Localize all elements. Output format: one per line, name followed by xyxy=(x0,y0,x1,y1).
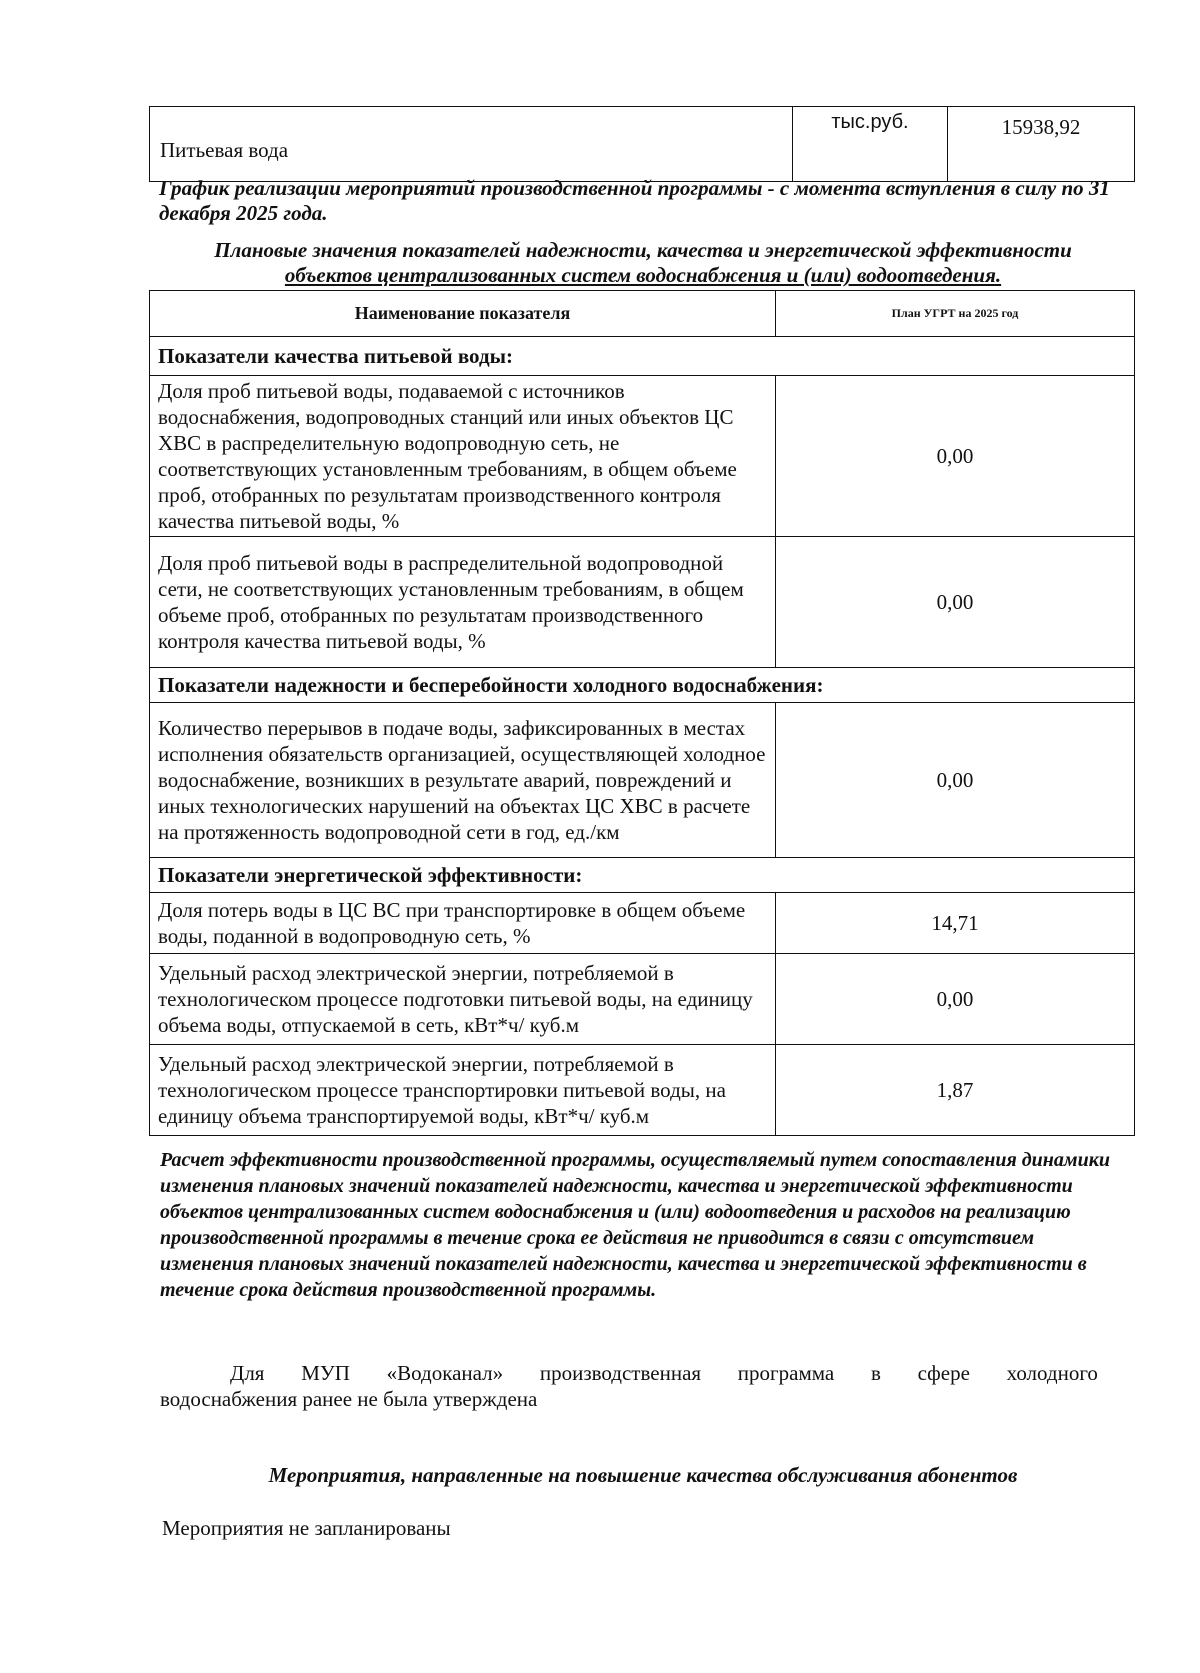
indicator-name: Доля проб питьевой воды, подаваемой с источников водоснабжения, водопроводных станций или иных объектов ЦС ХВС в распределительную водопроводную сеть, не соответствующих установленным требованиям, в общем объеме проб, отобранных по результатам производственного контроля качества питьевой воды, % xyxy=(150,376,776,537)
plan-title-line1: Плановые значения показателей надежности, качества и энергетической эффективности xyxy=(214,238,1072,262)
section-title-quality: Показатели качества питьевой воды: xyxy=(150,337,1135,376)
word: сфере xyxy=(917,1361,970,1385)
indicator-value: 0,00 xyxy=(776,954,1135,1045)
column-header-name: Наименование показателя xyxy=(150,291,776,337)
indicator-value: 14,71 xyxy=(776,893,1135,954)
table-row xyxy=(150,703,1135,858)
indicator-value: 1,87 xyxy=(776,1045,1135,1136)
column-header-plan: План УГРТ на 2025 год xyxy=(776,291,1135,337)
indicator-name: Доля проб питьевой воды в распределительной водопроводной сети, не соответствующих установленным требованиям, в общем объеме проб, отобранных по результатам производственного контроля качества питьевой воды, % xyxy=(150,537,776,668)
table-row xyxy=(150,537,1135,668)
section-row xyxy=(150,668,1135,703)
efficiency-conclusion: Расчет эффективности производственной программы, осуществляемый путем сопоставления динамики изменения плановых значений показателей надежности, качества и энергетической эффективности объектов централизованных систем водоснабжения и (или) водоотведения и расходов на реализацию производственной программы в течение срока ее действия не приводится в связи с отсутствием изменения плановых значений показателей надежности, качества и энергетической эффективности в течение срока действия производственной программы. xyxy=(160,1149,1110,1301)
section-title-energy: Показатели энергетической эффективности: xyxy=(150,858,1135,893)
table-row xyxy=(150,107,1135,182)
indicator-name: Удельный расход электрической энергии, потребляемой в технологическом процессе подготовки питьевой воды, на единицу объема воды, отпускаемой в сеть, кВт*ч/ куб.м xyxy=(150,954,776,1045)
indicator-value: 0,00 xyxy=(776,537,1135,668)
indicator-name: Доля потерь воды в ЦС ВС при транспортировке в общем объеме воды, поданной в водопроводную сеть, % xyxy=(150,893,776,954)
cost-value: 15938,92 xyxy=(948,107,1135,182)
cost-unit: тыс.руб. xyxy=(793,107,948,182)
schedule-text: График реализации мероприятий производственной программы - с момента вступления в силу по 31 декабря 2025 года. xyxy=(159,176,1110,225)
events-text: Мероприятия не запланированы xyxy=(162,1516,451,1540)
program-note-line2: водоснабжения ранее не была утверждена xyxy=(160,1387,538,1411)
table-header-row xyxy=(150,291,1135,337)
table-row xyxy=(150,376,1135,537)
program-note-line1 xyxy=(160,1360,1098,1386)
indicator-value: 0,00 xyxy=(776,376,1135,537)
cost-table xyxy=(149,106,1135,182)
indicators-table xyxy=(149,290,1135,1136)
table-row xyxy=(150,954,1135,1045)
word: производственная xyxy=(539,1361,702,1385)
indicator-name: Количество перерывов в подаче воды, зафиксированных в местах исполнения обязательств организацией, осуществляющей холодное водоснабжение, возникших в результате аварий, повреждений и иных технологических нарушений на объектах ЦС ХВС в расчете на протяженность водопроводной сети в год, ед./км xyxy=(150,703,776,858)
word: МУП xyxy=(301,1361,350,1385)
plan-title-line2: объектов централизованных систем водоснабжения и (или) водоотведения. xyxy=(284,263,1002,287)
section-row xyxy=(150,858,1135,893)
indicator-value: 0,00 xyxy=(776,703,1135,858)
indicator-name: Удельный расход электрической энергии, потребляемой в технологическом процессе транспортировки питьевой воды, на единицу объема транспортируемой воды, кВт*ч/ куб.м xyxy=(150,1045,776,1136)
events-title: Мероприятия, направленные на повышение качества обслуживания абонентов xyxy=(268,1463,1018,1487)
section-title-reliability: Показатели надежности и бесперебойности холодного водоснабжения: xyxy=(150,668,1135,703)
plan-title xyxy=(150,238,1136,288)
section-row xyxy=(150,337,1135,376)
word: программа xyxy=(737,1361,835,1385)
word: в xyxy=(870,1361,881,1385)
word: холодного xyxy=(1006,1361,1098,1385)
cost-name: Питьевая вода xyxy=(150,107,793,182)
word: Для xyxy=(230,1361,265,1385)
table-row xyxy=(150,893,1135,954)
table-row xyxy=(150,1045,1135,1136)
program-note xyxy=(160,1360,1098,1412)
word: «Водоканал» xyxy=(386,1361,504,1385)
